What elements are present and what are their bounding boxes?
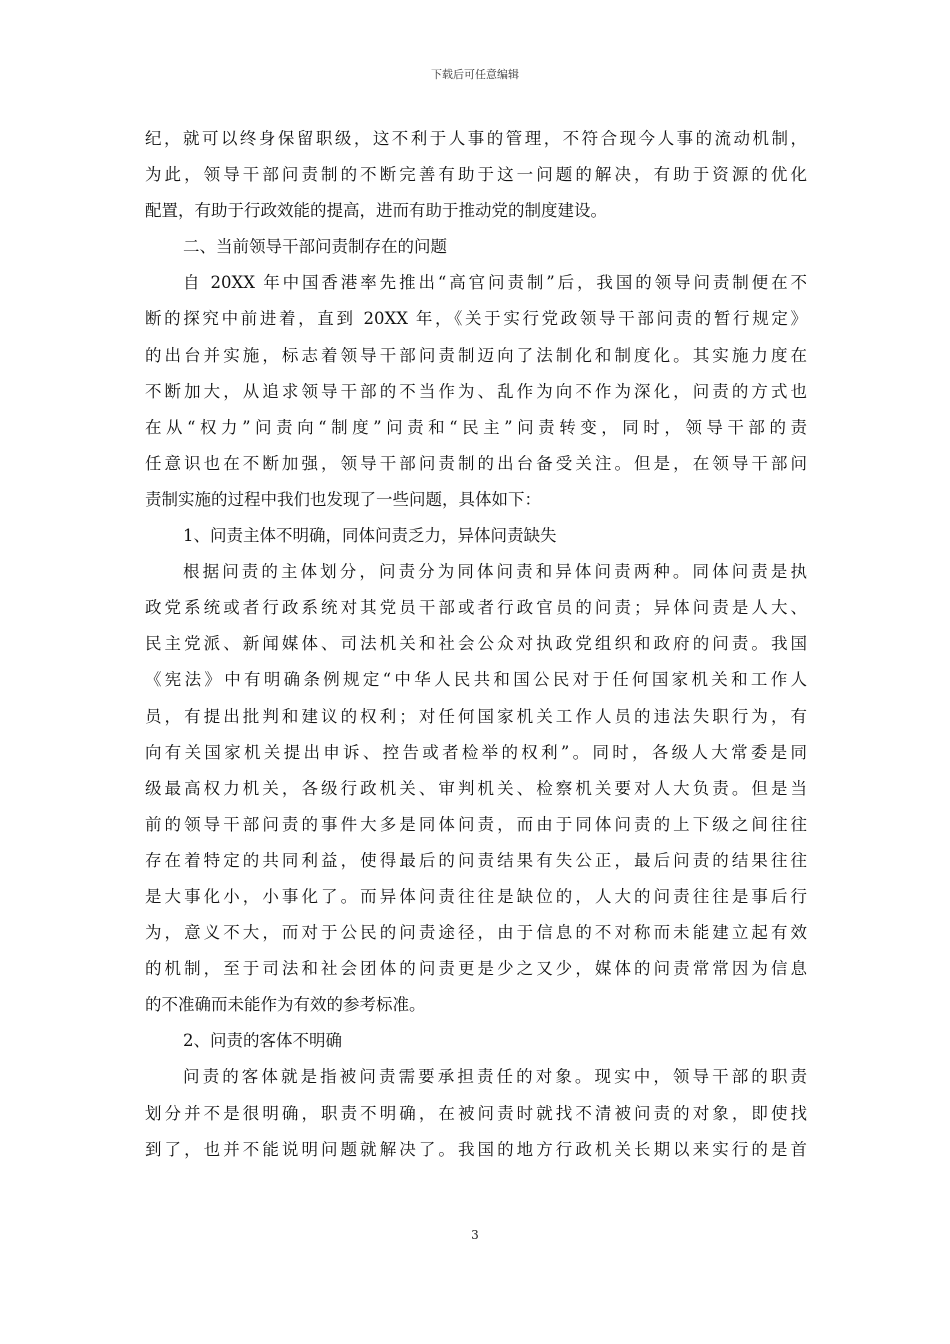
text-line: 二、当前领导干部问责制存在的问题 <box>183 237 447 257</box>
text-line: 在从“权力”问责向“制度”问责和“民主”问责转变，同时，领导干部的责 <box>145 417 807 437</box>
text-line: 级最高权力机关，各级行政机关、审判机关、检察机关要对人大负责。但是当 <box>145 778 807 798</box>
text-line: 2、问责的客体不明确 <box>183 1031 342 1051</box>
text-line: 不断加大，从追求领导干部的不当作为、乱作为向不作为深化，问责的方式也 <box>145 381 807 401</box>
text-line: 问责的客体就是指被问责需要承担责任的对象。现实中，领导干部的职责 <box>183 1067 807 1087</box>
text-line: 任意识也在不断加强，领导干部问责制的出台备受关注。但是，在领导干部问 <box>145 453 807 473</box>
text-line: 划分并不是很明确，职责不明确，在被问责时就找不清被问责的对象，即使找 <box>145 1103 807 1123</box>
text-line: 配置，有助于行政效能的提高，进而有助于推动党的制度建设。 <box>145 201 607 221</box>
text-line: 民主党派、新闻媒体、司法机关和社会公众对执政党组织和政府的问责。我国 <box>145 634 807 654</box>
text-line: 政党系统或者行政系统对其党员干部或者行政官员的问责；异体问责是人大、 <box>145 598 807 618</box>
text-line: 的机制，至于司法和社会团体的问责更是少之又少，媒体的问责常常因为信息 <box>145 959 807 979</box>
text-line: 前的领导干部问责的事件大多是同体问责，而由于同体问责的上下级之间往往 <box>145 814 807 834</box>
text-line: 根据问责的主体划分，问责分为同体问责和异体问责两种。同体问责是执 <box>183 562 807 582</box>
text-line: 到了，也并不能说明问题就解决了。我国的地方行政机关长期以来实行的是首 <box>145 1139 807 1159</box>
text-line: 为此，领导干部问责制的不断完善有助于这一问题的解决，有助于资源的优化 <box>145 165 807 185</box>
text-line: 是大事化小，小事化了。而异体问责往往是缺位的，人大的问责往往是事后行 <box>145 886 807 906</box>
text-line: 《宪法》中有明确条例规定“中华人民共和国公民对于任何国家机关和工作人 <box>145 670 807 690</box>
page-number: 3 <box>471 1228 479 1242</box>
text-line: 的出台并实施，标志着领导干部问责制迈向了法制化和制度化。其实施力度在 <box>145 345 807 365</box>
body-text <box>145 121 807 1168</box>
text-line: 纪，就可以终身保留职级，这不利于人事的管理，不符合现今人事的流动机制， <box>145 129 807 148</box>
text-line: 断的探究中前进着，直到 20XX 年，《关于实行党政领导干部问责的暂行规定》 <box>145 309 807 329</box>
text-line: 1、问责主体不明确，同体问责乏力，异体问责缺失 <box>183 526 557 546</box>
text-line: 存在着特定的共同利益，使得最后的问责结果有失公正，最后问责的结果往往 <box>145 850 807 870</box>
text-line: 为，意义不大，而对于公民的问责途径，由于信息的不对称而未能建立起有效 <box>145 923 807 943</box>
text-line: 责制实施的过程中我们也发现了一些问题，具体如下： <box>145 489 541 509</box>
text-line: 向有关国家机关提出申诉、控告或者检举的权利”。同时，各级人大常委是同 <box>145 742 807 762</box>
text-line: 员，有提出批判和建议的权利；对任何国家机关工作人员的违法失职行为，有 <box>145 706 807 726</box>
text-line: 的不准确而未能作为有效的参考标准。 <box>145 995 426 1015</box>
page-header: 下载后可任意编辑 <box>431 68 519 81</box>
text-line: 自 20XX 年中国香港率先推出“高官问责制”后，我国的领导问责制便在不 <box>183 273 807 293</box>
